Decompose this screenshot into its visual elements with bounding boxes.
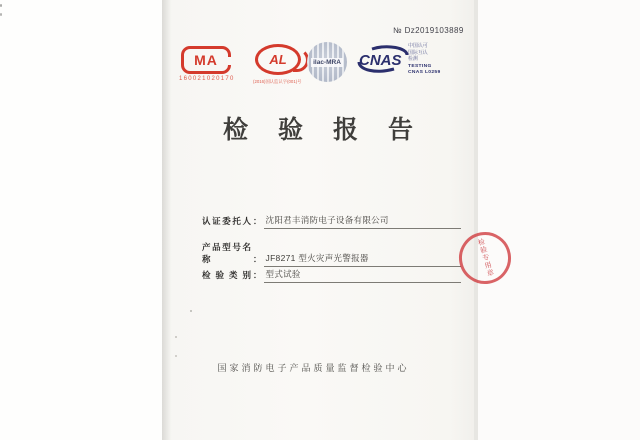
- cnas-line-mutual-recognition: 国际互认: [408, 50, 428, 56]
- field-certification-client: [202, 214, 461, 229]
- field-colon: ：: [253, 270, 262, 280]
- cal-letters: AL: [269, 52, 287, 67]
- scan-edge-mark: [0, 13, 2, 16]
- scan-background-left: [0, 0, 162, 440]
- cnas-line-testing-en: TESTING: [408, 63, 432, 69]
- cma-ring-gap: [227, 57, 232, 65]
- scan-speck: [175, 355, 177, 357]
- cnas-line-testing-cn: 检测: [408, 56, 418, 62]
- field-product-model-name: [202, 241, 461, 267]
- report-serial-number: № Dz2019103889: [393, 26, 464, 35]
- scan-edge-mark: [0, 4, 2, 7]
- report-title: 检验报告: [222, 116, 443, 144]
- cal-certificate-code: (2016)国认监认字(001)号: [253, 80, 302, 85]
- field-label: 认证委托人: [202, 216, 251, 226]
- ilac-mra-globe-icon: [307, 42, 347, 82]
- report-page: [162, 0, 495, 440]
- cnas-text-block: [408, 43, 478, 76]
- field-value: 型式试验: [264, 268, 461, 283]
- field-value: JF8271 型火灾声光警报器: [264, 252, 461, 267]
- field-inspection-category: [202, 268, 461, 283]
- svg-text:CNAS: CNAS: [359, 52, 402, 69]
- ilac-mra-label: ilac-MRA: [313, 58, 341, 66]
- field-colon: ：: [253, 254, 262, 264]
- issuing-center-name: 国家消防电子产品质量监督检验中心: [217, 363, 410, 373]
- cma-certification-icon: [181, 46, 231, 74]
- field-value: 沈阳君丰消防电子设备有限公司: [264, 214, 461, 229]
- cnas-line-accreditation: 中国认可: [408, 43, 428, 49]
- cma-letters: MA: [194, 52, 218, 68]
- field-label: 检验类别: [202, 270, 251, 280]
- field-colon: ：: [253, 216, 262, 226]
- cnas-logo-icon: [358, 46, 408, 72]
- field-label: 产品型号名称: [202, 242, 251, 264]
- red-seal-stamp: [455, 228, 515, 288]
- scan-speck: [175, 336, 177, 338]
- cma-certificate-code: 160021020170: [179, 76, 235, 82]
- red-seal-text: 检验专用章: [476, 237, 495, 279]
- scan-speck: [190, 310, 192, 312]
- cnas-line-lab-number: CNAS L0259: [408, 69, 441, 75]
